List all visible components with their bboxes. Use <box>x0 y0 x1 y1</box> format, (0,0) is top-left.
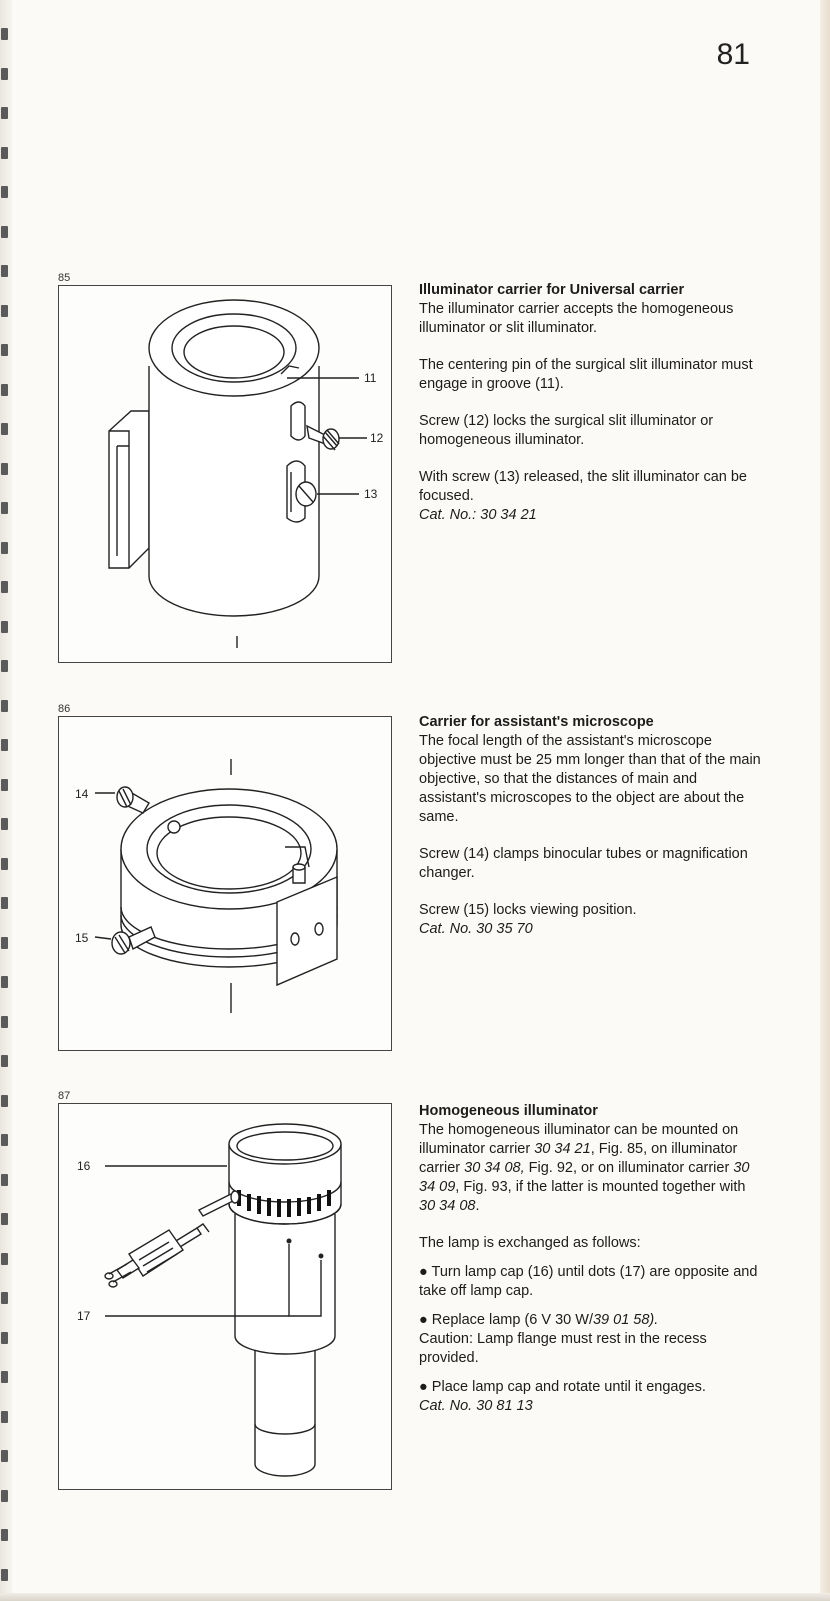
binding-hole <box>1 463 8 475</box>
binding-hole <box>1 423 8 435</box>
caution-note: Caution: Lamp flange must rest in the recess provided. <box>419 1331 707 1366</box>
figure-number-85: 85 <box>58 272 71 284</box>
binding-hole <box>1 265 8 277</box>
callout-11: 11 <box>364 371 377 385</box>
paragraph: Screw (15) locks viewing position. <box>419 902 637 918</box>
catalog-number: Cat. No. 30 35 70 <box>419 921 533 937</box>
section-illuminator-carrier <box>419 281 761 543</box>
page-number: 81 <box>716 38 750 71</box>
binding-hole <box>1 1529 8 1541</box>
callout-15: 15 <box>75 931 89 945</box>
binding-hole <box>1 542 8 554</box>
section-title: Homogeneous illuminator <box>419 1103 598 1119</box>
illuminator-carrier-drawing <box>59 286 391 662</box>
binding-hole <box>1 147 8 159</box>
figure-number-87: 87 <box>58 1090 71 1102</box>
spiral-binding <box>0 0 12 1601</box>
paragraph: The illuminator carrier accepts the homogeneous illuminator or slit illuminator. <box>419 301 734 336</box>
binding-hole <box>1 1490 8 1502</box>
figure-86 <box>58 716 392 1051</box>
binding-hole <box>1 186 8 198</box>
binding-hole <box>1 897 8 909</box>
binding-hole <box>1 68 8 80</box>
paragraph: With screw (13) released, the slit illuminator can be focused. <box>419 469 747 504</box>
paragraph: Screw (14) clamps binocular tubes or magnification changer. <box>419 846 748 881</box>
figure-87 <box>58 1103 392 1490</box>
binding-hole <box>1 384 8 396</box>
section-title: Illuminator carrier for Universal carrier <box>419 282 685 298</box>
callout-14: 14 <box>75 787 89 801</box>
paragraph: Screw (12) locks the surgical slit illuminator or homogeneous illuminator. <box>419 413 714 448</box>
binding-hole <box>1 1213 8 1225</box>
binding-hole <box>1 1292 8 1304</box>
callout-12: 12 <box>370 431 384 445</box>
binding-hole <box>1 1174 8 1186</box>
binding-hole <box>1 858 8 870</box>
binding-hole <box>1 1253 8 1265</box>
paragraph: The lamp is exchanged as follows: <box>419 1235 641 1251</box>
binding-hole <box>1 779 8 791</box>
instruction-step-2: ● Replace lamp (6 V 30 W/39 01 58). <box>419 1311 761 1330</box>
binding-hole <box>1 1371 8 1383</box>
instruction-step-1: ● Turn lamp cap (16) until dots (17) are opposite and take off lamp cap. <box>419 1263 761 1301</box>
binding-hole <box>1 1411 8 1423</box>
binding-hole <box>1 502 8 514</box>
binding-hole <box>1 621 8 633</box>
figure-85 <box>58 285 392 663</box>
binding-hole <box>1 1332 8 1344</box>
binding-hole <box>1 344 8 356</box>
section-homogeneous-illuminator <box>419 1102 761 1434</box>
callout-16: 16 <box>77 1159 91 1173</box>
homogeneous-illuminator-drawing <box>59 1104 391 1489</box>
binding-hole <box>1 976 8 988</box>
binding-hole <box>1 1095 8 1107</box>
instruction-step-3: ● Place lamp cap and rotate until it engages. <box>419 1378 761 1397</box>
binding-hole <box>1 1569 8 1581</box>
assistant-microscope-carrier-drawing <box>59 717 391 1050</box>
binding-hole <box>1 107 8 119</box>
binding-hole <box>1 226 8 238</box>
catalog-number: Cat. No.: 30 34 21 <box>419 507 537 523</box>
paragraph: The homogeneous illuminator can be mounted on illuminator carrier 30 34 21, Fig. 85, on illuminator carrier 30 34 08, Fig. 92, or on illuminator carrier 30 34 09, Fig. 93, if the latter is mounted together with 30 34 08. <box>419 1122 750 1214</box>
binding-hole <box>1 1055 8 1067</box>
binding-hole <box>1 305 8 317</box>
section-title: Carrier for assistant's microscope <box>419 714 654 730</box>
binding-hole <box>1 1450 8 1462</box>
paragraph: The focal length of the assistant's microscope objective must be 25 mm longer than that of the main objective, so that the distances of main and assistant's microscopes to the object are about the same. <box>419 733 761 825</box>
binding-hole <box>1 28 8 40</box>
binding-hole <box>1 660 8 672</box>
binding-hole <box>1 937 8 949</box>
binding-hole <box>1 1134 8 1146</box>
paragraph: The centering pin of the surgical slit illuminator must engage in groove (11). <box>419 357 753 392</box>
page-bottom-edge <box>0 1593 830 1601</box>
page-edge <box>820 0 830 1601</box>
binding-hole <box>1 1016 8 1028</box>
binding-hole <box>1 581 8 593</box>
binding-hole <box>1 818 8 830</box>
binding-hole <box>1 700 8 712</box>
binding-hole <box>1 739 8 751</box>
figure-number-86: 86 <box>58 703 71 715</box>
section-assistant-carrier <box>419 713 761 957</box>
callout-13: 13 <box>364 487 378 501</box>
callout-17: 17 <box>77 1309 91 1323</box>
catalog-number: Cat. No. 30 81 13 <box>419 1398 533 1414</box>
